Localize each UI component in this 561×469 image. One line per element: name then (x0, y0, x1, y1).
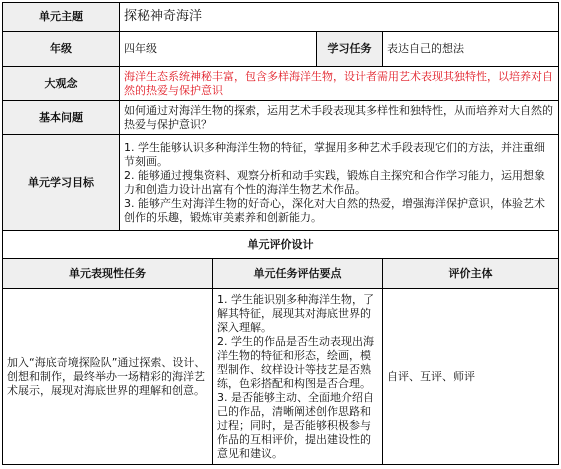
learning-task-value: 表达自己的想法 (383, 32, 559, 67)
row-evaluation-body (3, 289, 559, 465)
row-basic-question (3, 101, 559, 135)
unit-goal-item: 1. 学生能够认识多种海洋生物的特征，掌握用多种艺术手段表现它们的方法，并注重细节刻画。 (124, 140, 545, 168)
assessment-point-item: 2. 学生的作品是否生动表现出海洋生物的特征和形态，绘画，模型制作、纹样设计等技艺是否熟练，色彩搭配和构图是否合理。 (217, 334, 374, 390)
row-unit-theme (3, 3, 559, 32)
assessment-points-list (213, 289, 383, 465)
header-evaluation-subject: 评价主体 (383, 259, 559, 289)
basic-question-label: 基本问题 (3, 101, 120, 135)
grade-value: 四年级 (120, 32, 317, 67)
unit-plan-table (2, 2, 559, 465)
evaluation-subjects-text: 自评、互评、师评 (383, 289, 559, 465)
unit-theme-label: 单元主题 (3, 3, 120, 32)
big-idea-label: 大观念 (3, 67, 120, 101)
header-assessment-points: 单元任务评估要点 (213, 259, 383, 289)
grade-label: 年级 (3, 32, 120, 67)
unit-goal-item: 2. 能够通过搜集资料、观察分析和动手实践，锻炼自主探究和合作学习能力，运用想象力和创造力设计出富有个性的海洋生物艺术作品。 (124, 168, 545, 196)
row-evaluation-title (3, 231, 559, 259)
row-grade (3, 32, 559, 67)
unit-goals-label: 单元学习目标 (3, 135, 120, 231)
assessment-point-item: 1. 学生能识别多种海洋生物，了解其特征，展现其对海底世界的深入理解。 (217, 292, 374, 334)
evaluation-section-title: 单元评价设计 (3, 231, 559, 259)
learning-task-label: 学习任务 (317, 32, 383, 67)
row-evaluation-headers (3, 259, 559, 289)
big-idea-value: 海洋生态系统神秘丰富，包含多样海洋生物，设计者需用艺术表现其独特性，以培养对自然的热爱与保护意识 (120, 67, 559, 101)
row-big-idea (3, 67, 559, 101)
header-performance-task: 单元表现性任务 (3, 259, 213, 289)
performance-task-text: 加入“海底奇境探险队”通过探索、设计、创想和制作，最终举办一场精彩的海洋艺术展示，展现对海底世界的理解和创意。 (3, 289, 213, 465)
basic-question-value: 如何通过对海洋生物的探索，运用艺术手段表现其多样性和独特性，从而培养对大自然的热爱与保护意识？ (120, 101, 559, 135)
row-unit-goals (3, 135, 559, 231)
unit-goal-item: 3. 能够产生对海洋生物的好奇心，深化对大自然的热爱，增强海洋保护意识，体验艺术创作的乐趣，锻炼审美素养和创新能力。 (124, 196, 545, 224)
unit-goals-list (120, 135, 559, 231)
assessment-point-item: 3. 是否能够主动、全面地介绍自己的作品，清晰阐述创作思路和过程；同时，是否能够积极参与作品的互相评价，提出建设性的意见和建议。 (217, 390, 374, 460)
unit-theme-value: 探秘神奇海洋 (120, 3, 559, 32)
